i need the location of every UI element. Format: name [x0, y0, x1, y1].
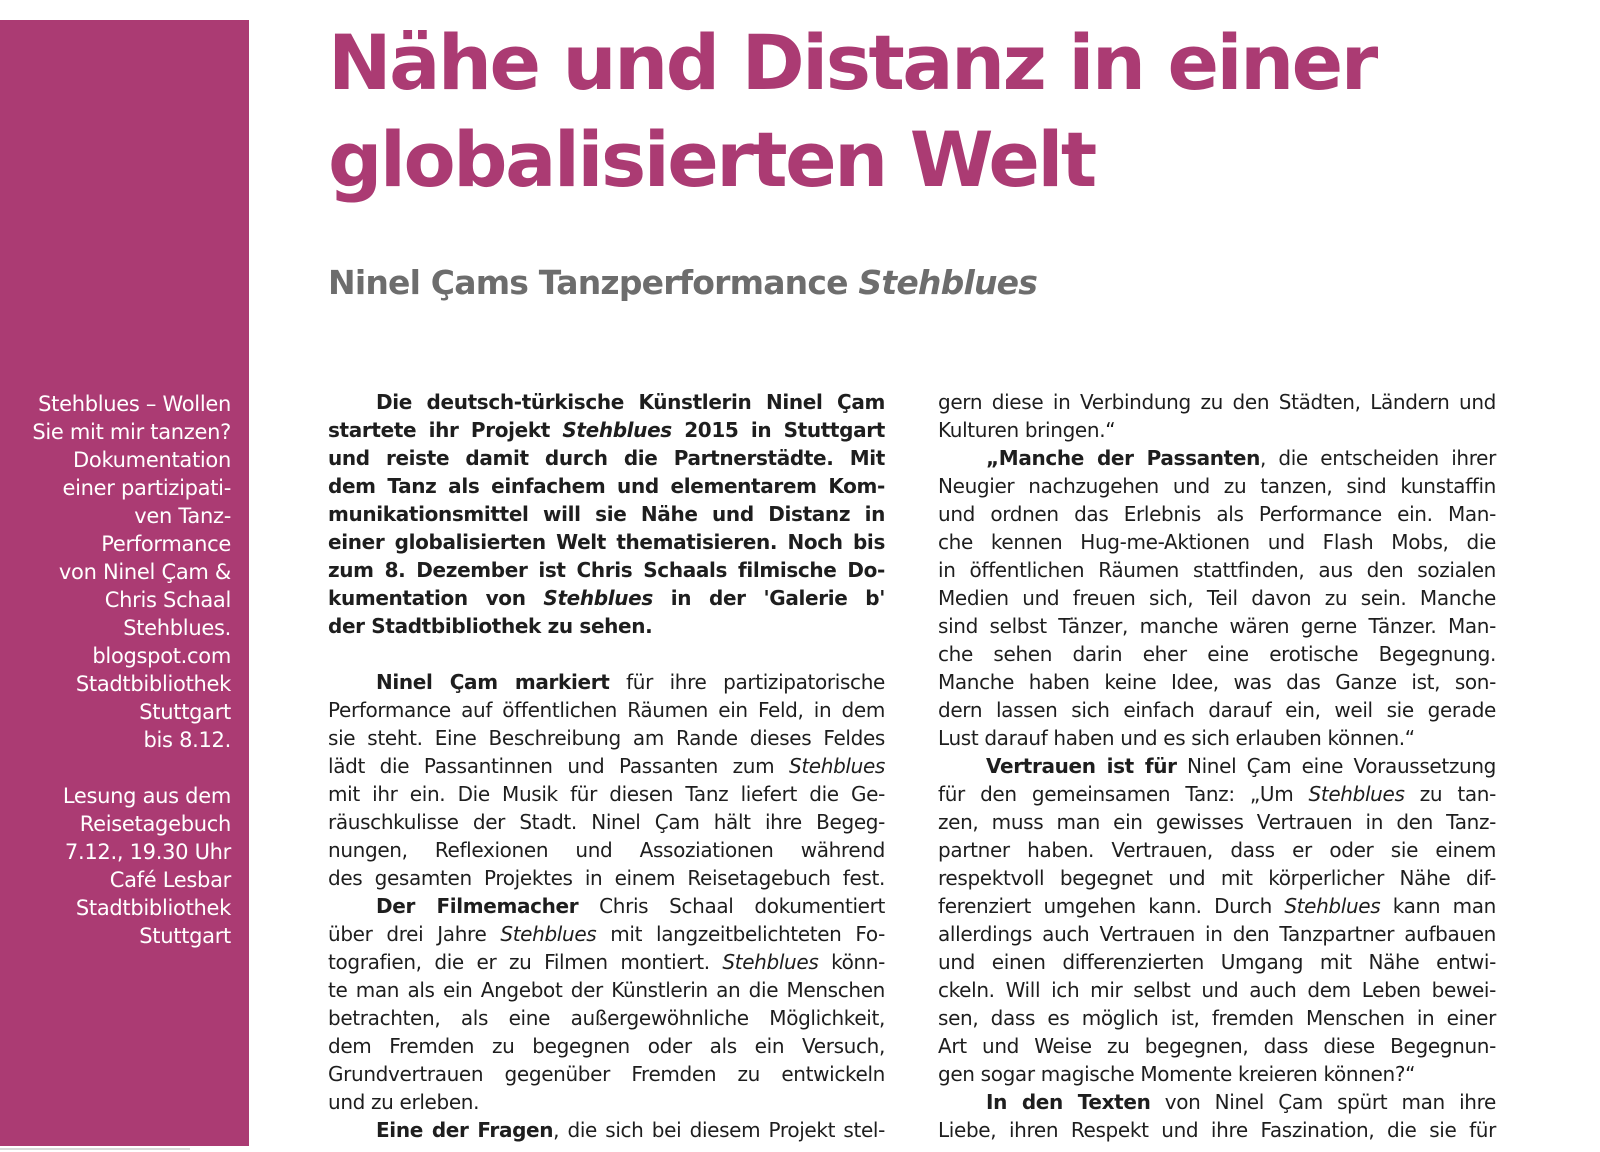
paragraph-lead-in: In den Texten: [986, 1090, 1151, 1114]
body-text: , die sich bei diesem Projekt stel-: [553, 1118, 885, 1142]
work-title: Stehblues: [1308, 782, 1405, 806]
work-title: Stehblues: [500, 922, 597, 946]
body-text: Chris Schaal dokumentiert: [578, 894, 885, 918]
body-text: te man als ein Angebot der Künstlerin an die Menschen: [328, 978, 885, 1002]
sidebar-line: Stadtbibliothek: [75, 672, 231, 696]
sidebar-reading-line: Café Lesbar: [109, 868, 231, 892]
body-text: zen, muss man ein gewisses Vertrauen in den Tanz-: [938, 810, 1496, 834]
sidebar-line: Stehblues – Wollen: [38, 392, 231, 416]
body-text: und ordnen das Erlebnis als Performance ein. Man-: [938, 502, 1496, 526]
body-text: dem Fremden zu begegnen oder als ein Versuch,: [328, 1034, 885, 1058]
body-text: und zu erleben.: [328, 1090, 480, 1114]
paragraph-lead-in: Vertrauen ist für: [986, 754, 1177, 778]
body-line: [938, 1032, 1496, 1060]
body-line: [938, 584, 1496, 612]
lead-text: zum 8. Dezember ist Chris Schaals filmische Do-: [328, 558, 885, 582]
lead-line: [328, 416, 885, 444]
sidebar-line: ven Tanz-: [134, 504, 231, 528]
sidebar-panel: [0, 20, 249, 1146]
body-line: [328, 864, 885, 892]
lead-line: [328, 444, 885, 472]
body-text: Art und Weise zu begegnen, dass diese Begegnun-: [938, 1034, 1496, 1058]
subtitle-text: Ninel Çams Tanzperformance: [328, 263, 859, 302]
sidebar-line: Stuttgart: [139, 700, 231, 724]
paragraph-lead-in: „Manche der Passanten: [986, 446, 1260, 470]
sidebar-spacer: [6, 754, 231, 782]
lead-text: kumentation von: [328, 586, 544, 610]
body-line: [328, 948, 885, 976]
sidebar-line: bis 8.12.: [143, 728, 231, 752]
body-line: [938, 500, 1496, 528]
body-text: für ihre partizipatorische: [609, 670, 885, 694]
body-line: [938, 1116, 1496, 1144]
lead-text: in der 'Galerie b': [652, 586, 886, 610]
body-line: [938, 388, 1496, 416]
body-line: [938, 780, 1496, 808]
lead-line: [328, 584, 885, 612]
body-text: Lust darauf haben und es sich erlauben können.“: [938, 726, 1415, 750]
body-line: [328, 920, 885, 948]
lead-line: [328, 472, 885, 500]
body-line: [938, 948, 1496, 976]
body-text: gern diese in Verbindung zu den Städten, Ländern und: [938, 390, 1496, 414]
article-subtitle: [328, 262, 1037, 304]
work-title: Stehblues: [722, 950, 819, 974]
sidebar-line: Performance: [101, 532, 231, 556]
body-text: sen, dass es möglich ist, fremden Menschen in einer: [938, 1006, 1496, 1030]
body-text: dern lassen sich einfach darauf ein, weil sie gerade: [938, 698, 1496, 722]
lead-work-title: Stehblues: [543, 586, 653, 610]
body-text: ckeln. Will ich mir selbst und auch dem Leben bewei-: [938, 978, 1496, 1002]
body-line: [938, 416, 1496, 444]
lead-line: [328, 528, 885, 556]
body-line: [938, 1088, 1496, 1116]
body-line: [938, 612, 1496, 640]
lead-text: der Stadtbibliothek zu sehen.: [328, 614, 653, 638]
body-line: [938, 836, 1496, 864]
article-headline: [328, 14, 1376, 208]
lead-text: startete ihr Projekt: [328, 418, 563, 442]
lead-line: [328, 556, 885, 584]
body-text: Neugier nachzugehen und zu tanzen, sind kunstaffin: [938, 474, 1496, 498]
body-line: [328, 1116, 885, 1144]
page-edge-divider: [0, 1148, 190, 1150]
body-line: [328, 724, 885, 752]
body-text: che kennen Hug-me-Aktionen und Flash Mobs, die: [938, 530, 1496, 554]
body-text: partner haben. Vertrauen, dass er oder sie einem: [938, 838, 1496, 862]
body-text: nungen, Reflexionen und Assoziationen während: [328, 838, 885, 862]
body-line: [328, 752, 885, 780]
body-text: von Ninel Çam spürt man ihre: [1150, 1090, 1496, 1114]
lead-text: Die deutsch-türkische Künstlerin Ninel Çam: [376, 390, 885, 414]
sidebar-reading-line: Stuttgart: [139, 924, 231, 948]
sidebar-reading-line: Stadtbibliothek: [75, 896, 231, 920]
body-line: [328, 808, 885, 836]
body-text: sie steht. Eine Beschreibung am Rande dieses Feldes: [328, 726, 885, 750]
text-column-right: [938, 388, 1496, 1144]
sidebar-line: Dokumentation: [73, 448, 231, 472]
body-text: und einen differenzierten Umgang mit Nähe entwi-: [938, 950, 1496, 974]
body-line: [328, 1088, 885, 1116]
body-line: [938, 920, 1496, 948]
body-text: Liebe, ihren Respekt und ihre Faszination, die sie für: [938, 1118, 1496, 1142]
body-line: [938, 864, 1496, 892]
work-title: Stehblues: [788, 754, 885, 778]
body-line: [328, 1004, 885, 1032]
lead-text: 2015 in Stuttgart: [671, 418, 885, 442]
body-text: che sehen darin eher eine erotische Begegnung.: [938, 642, 1496, 666]
body-line: [328, 668, 885, 696]
body-line: [328, 1032, 885, 1060]
body-line: [938, 668, 1496, 696]
paragraph-spacer: [328, 640, 885, 668]
lead-text: munikationsmittel will sie Nähe und Distanz in: [328, 502, 885, 526]
paragraph-lead-in: Ninel Çam markiert: [376, 670, 610, 694]
body-text: sind selbst Tänzer, manche wären gerne Tänzer. Man-: [938, 614, 1496, 638]
work-title: Stehblues: [1284, 894, 1381, 918]
lead-line: [328, 388, 885, 416]
paragraph-lead-in: Eine der Fragen: [376, 1118, 554, 1142]
body-line: [938, 892, 1496, 920]
body-text: betrachten, als eine außergewöhnliche Möglichkeit,: [328, 1006, 885, 1030]
body-line: [938, 808, 1496, 836]
body-text: respektvoll begegnet und mit körperlicher Nähe dif-: [938, 866, 1496, 890]
headline-line-1: Nähe und Distanz in einer: [328, 18, 1376, 107]
body-text: Manche haben keine Idee, was das Ganze ist, son-: [938, 670, 1496, 694]
sidebar-reading-line: Lesung aus dem: [62, 784, 231, 808]
lead-text: und reiste damit durch die Partnerstädte. Mit: [328, 446, 885, 470]
body-text: räuschkulisse der Stadt. Ninel Çam hält ihre Begeg-: [328, 810, 885, 834]
body-text: des gesamten Projektes in einem Reisetagebuch fest.: [328, 866, 885, 890]
body-line: [938, 1004, 1496, 1032]
body-text: allerdings auch Vertrauen in den Tanzpartner aufbauen: [938, 922, 1496, 946]
body-text: , die entscheiden ihrer: [1260, 446, 1496, 470]
body-text: über drei Jahre: [328, 922, 501, 946]
body-line: [328, 780, 885, 808]
body-line: [328, 892, 885, 920]
body-line: [938, 976, 1496, 1004]
sidebar-line: Stehblues.: [123, 616, 231, 640]
text-column-left: [328, 388, 885, 1144]
sidebar-reading-line: 7.12., 19.30 Uhr: [64, 840, 231, 864]
body-line: [328, 836, 885, 864]
body-line: [328, 976, 885, 1004]
lead-text: dem Tanz als einfachem und elementarem Kom-: [328, 474, 885, 498]
body-line: [938, 556, 1496, 584]
sidebar-reading-line: Reisetagebuch: [79, 812, 231, 836]
body-text: Grundvertrauen gegenüber Fremden zu entwickeln: [328, 1062, 885, 1086]
body-line: [938, 1060, 1496, 1088]
sidebar-line: blogspot.com: [92, 644, 231, 668]
body-line: [938, 444, 1496, 472]
body-text: ferenziert umgehen kann. Durch: [938, 894, 1285, 918]
sidebar-line: Chris Schaal: [104, 588, 231, 612]
body-text: mit langzeitbelichteten Fo-: [596, 922, 885, 946]
lead-line: [328, 500, 885, 528]
sidebar-line: von Ninel Çam &: [58, 560, 231, 584]
body-line: [938, 472, 1496, 500]
body-text: Medien und freuen sich, Teil davon zu sein. Manche: [938, 586, 1496, 610]
paragraph-lead-in: Der Filmemacher: [376, 894, 579, 918]
subtitle-work-title: Stehblues: [858, 263, 1038, 302]
body-text: lädt die Passantinnen und Passanten zum: [328, 754, 789, 778]
body-text: Performance auf öffentlichen Räumen ein Feld, in dem: [328, 698, 885, 722]
body-text: könn-: [818, 950, 885, 974]
body-text: Kulturen bringen.“: [938, 418, 1116, 442]
body-text: für den gemeinsamen Tanz: „Um: [938, 782, 1309, 806]
body-text: in öffentlichen Räumen stattfinden, aus den sozialen: [938, 558, 1496, 582]
body-text: zu tan-: [1404, 782, 1496, 806]
body-line: [938, 696, 1496, 724]
sidebar-line: einer partizipati-: [62, 476, 231, 500]
body-line: [328, 696, 885, 724]
lead-work-title: Stehblues: [562, 418, 672, 442]
body-line: [938, 752, 1496, 780]
sidebar-event-info: [6, 390, 231, 950]
body-line: [328, 1060, 885, 1088]
headline-line-2: globalisierten Welt: [328, 115, 1095, 204]
body-text: Ninel Çam eine Voraussetzung: [1176, 754, 1496, 778]
body-line: [938, 528, 1496, 556]
body-text: mit ihr ein. Die Musik für diesen Tanz liefert die Ge-: [328, 782, 885, 806]
body-line: [938, 640, 1496, 668]
lead-line: [328, 612, 885, 640]
body-line: [938, 724, 1496, 752]
sidebar-line: Sie mit mir tanzen?: [32, 420, 231, 444]
body-text: tografien, die er zu Filmen montiert.: [328, 950, 723, 974]
body-text: gen sogar magische Momente kreieren können?“: [938, 1062, 1416, 1086]
body-text: kann man: [1380, 894, 1496, 918]
lead-text: einer globalisierten Welt thematisieren. Noch bis: [328, 530, 885, 554]
